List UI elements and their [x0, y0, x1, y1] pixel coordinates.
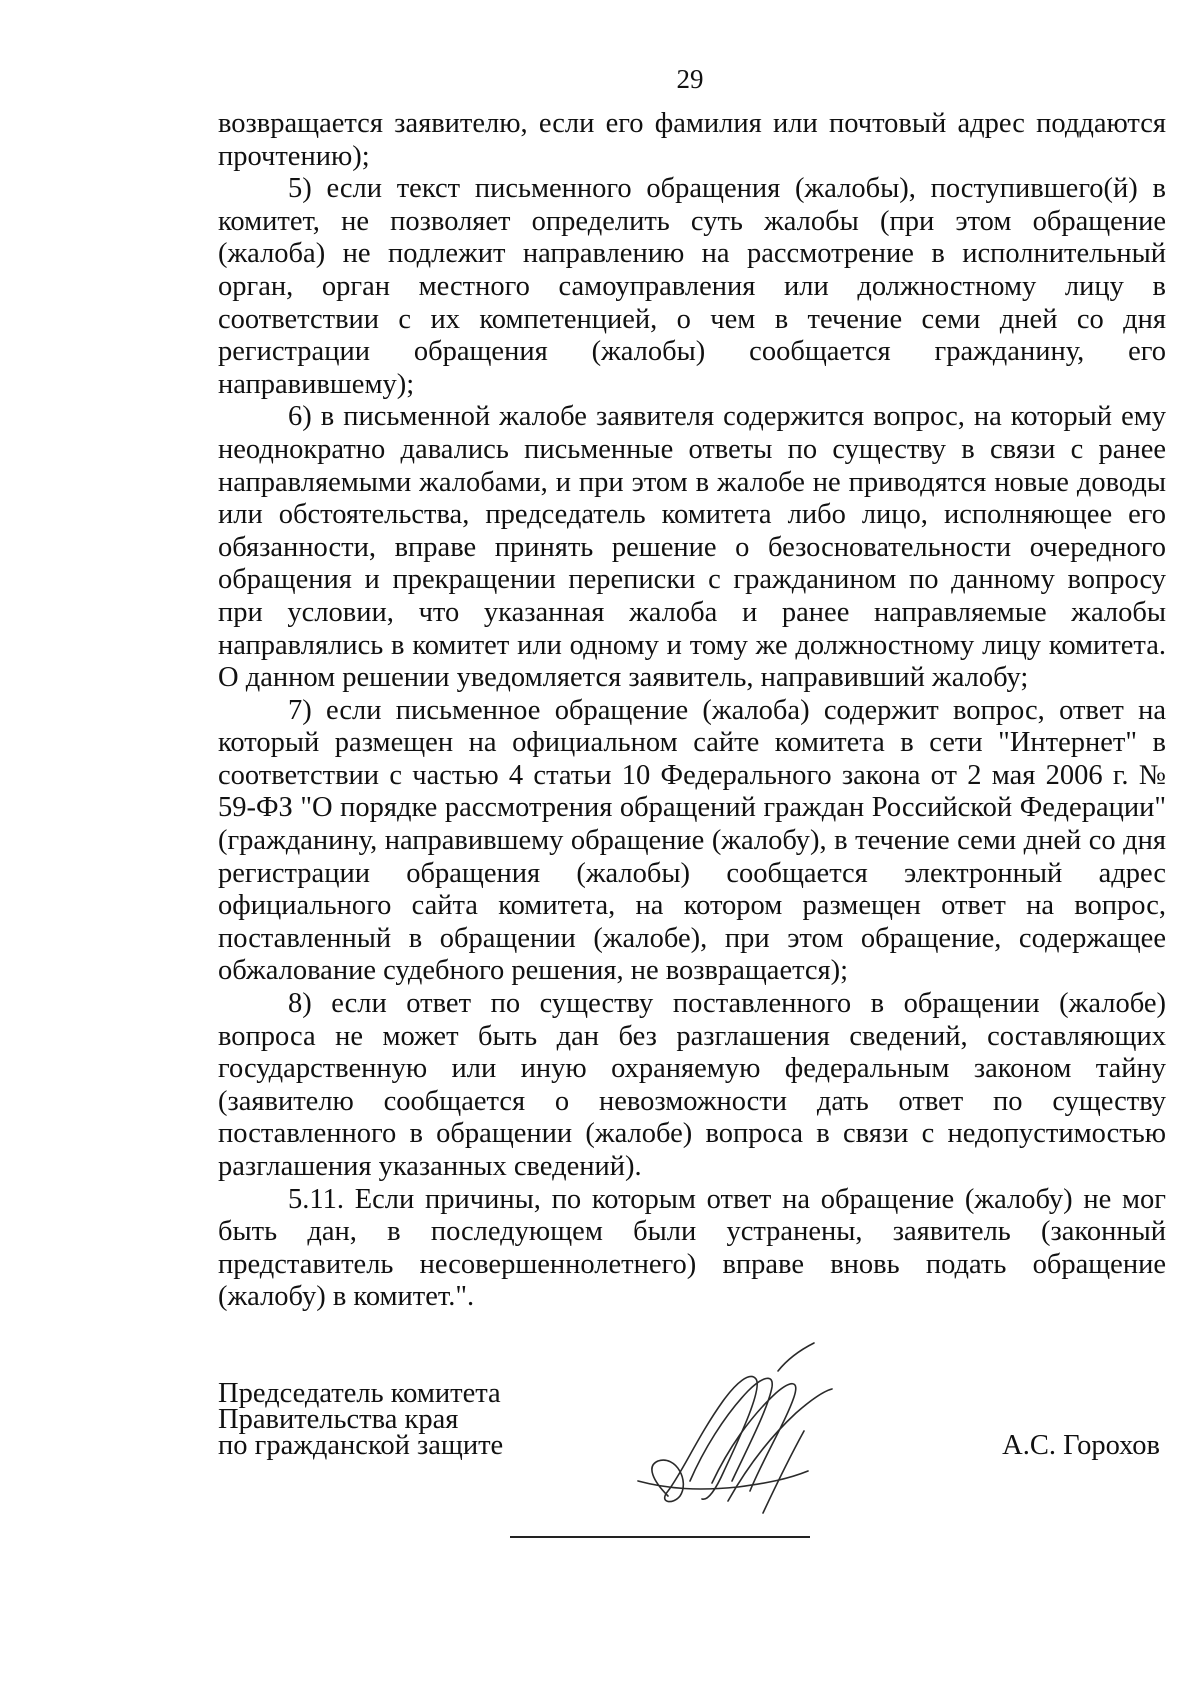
paragraph-item-6: 6) в письменной жалобе заявителя содержится вопрос, на который ему неоднократно давались письменные ответы по существу в связи с ранее направляемыми жалобами, и при этом в жалобе не приводятся новые доводы или обстоятельства, председатель комитета либо лицо, исполняющее его обязанности, вправе принять решение о безосновательности очередного обращения и прекращении переписки с гражданином по данному вопросу при условии, что указанная жалоба и ранее направляемые жалобы направлялись в комитет или одному и тому же должностному лицу комитета. О данном решении уведомляется заявитель, направивший жалобу;	[218, 401, 1166, 694]
paragraph-item-7: 7) если письменное обращение (жалоба) содержит вопрос, ответ на который размещен на официальном сайте комитета в сети "Интернет" в соответствии с частью 4 статьи 10 Федерального закона от 2 мая 2006 г. № 59-ФЗ "О порядке рассмотрения обращений граждан Российской Федерации" (гражданину, направившему обращение (жалобу), в течение семи дней со дня регистрации обращения (жалобы) сообщается электронный адрес официального сайта комитета, на котором размещен ответ на вопрос, поставленный в обращении (жалобе), при этом обращение, содержащее обжалование судебного решения, не возвращается);	[218, 694, 1166, 987]
paragraph-clause-5-11: 5.11. Если причины, по которым ответ на обращение (жалобу) не мог быть дан, в последующем были устранены, заявитель (законный представитель несовершеннолетнего) вправе вновь подать обращение (жалобу) в комитет.".	[218, 1183, 1166, 1313]
end-of-document-line	[510, 1536, 810, 1538]
signatory-title	[218, 1378, 504, 1461]
signature-block	[218, 1378, 1166, 1511]
handwritten-signature	[628, 1331, 848, 1521]
document-body	[218, 108, 1166, 1314]
signatory-title-line: Правительства края	[218, 1404, 459, 1435]
signatory-title-line: по гражданской защите	[218, 1430, 504, 1461]
signatory-name: А.С. Горохов	[1002, 1430, 1160, 1461]
page-number: 29	[676, 64, 704, 94]
paragraph-item-8: 8) если ответ по существу поставленного в обращении (жалобе) вопроса не может быть дан без разглашения сведений, составляющих государственную или иную охраняемую федеральным законом тайну (заявителю сообщается о невозможности дать ответ по существу поставленного в обращении (жалобе) вопроса в связи с недопустимостью разглашения указанных сведений).	[218, 988, 1166, 1182]
signatory-title-line: Председатель комитета	[218, 1378, 501, 1409]
paragraph-item-5: 5) если текст письменного обращения (жалобы), поступившего(й) в комитет, не позволяет определить суть жалобы (при этом обращение (жалоба) не подлежит направлению на рассмотрение в исполнительный орган, орган местного самоуправления или должностному лицу в соответствии с их компетенцией, о чем в течение семи дней со дня регистрации обращения (жалобы) сообщается гражданину, его направившему);	[218, 173, 1166, 400]
paragraph-continuation: возвращается заявителю, если его фамилия или почтовый адрес поддаются прочтению);	[218, 108, 1166, 172]
